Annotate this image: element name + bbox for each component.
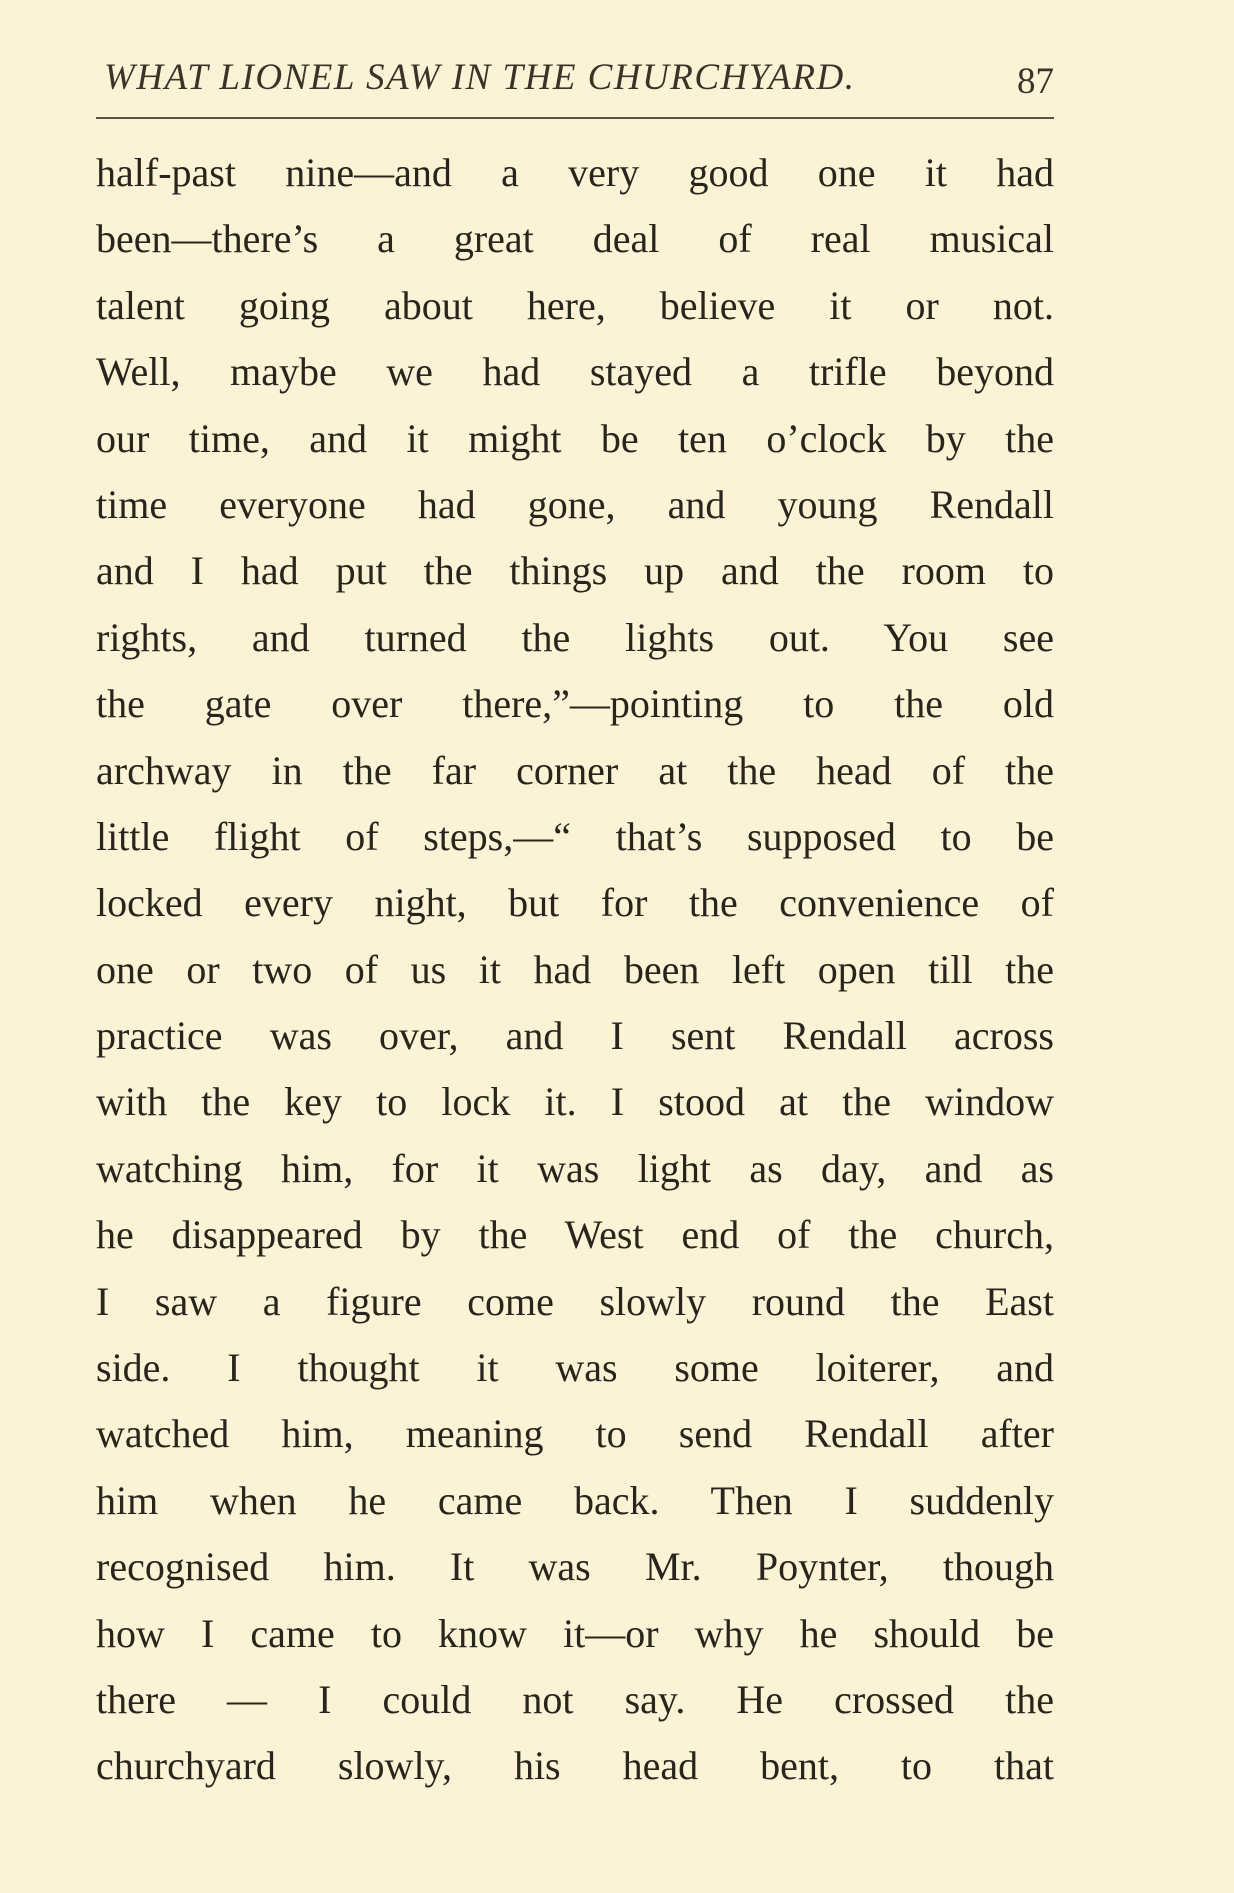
text-line: locked every night, but for the convenience of <box>96 880 1054 926</box>
text-line: talent going about here, believe it or not. <box>96 282 1054 328</box>
body-text <box>96 140 1054 1800</box>
text-line: rights, and turned the lights out. You see <box>96 614 1054 660</box>
text-line: archway in the far corner at the head of the <box>96 747 1054 793</box>
text-line: there — I could not say. He crossed the <box>96 1676 1054 1722</box>
text-line: half-past nine—and a very good one it had <box>96 150 1054 195</box>
text-line: I saw a figure come slowly round the East <box>96 1278 1054 1324</box>
text-line: practice was over, and I sent Rendall across <box>96 1013 1054 1059</box>
text-line: time everyone had gone, and young Rendall <box>96 481 1054 527</box>
text-line: been—there’s a great deal of real musical <box>96 216 1054 262</box>
text-line: him when he came back. Then I suddenly <box>96 1477 1054 1523</box>
chapter-title: WHAT LIONEL SAW IN THE CHURCHYARD. <box>104 57 856 98</box>
text-line: with the key to lock it. I stood at the window <box>96 1079 1054 1125</box>
page-number: 87 <box>1017 61 1054 102</box>
text-line: watched him, meaning to send Rendall after <box>96 1411 1054 1457</box>
text-line: and I had put the things up and the room to <box>96 548 1054 594</box>
text-line: churchyard slowly, his head bent, to that <box>96 1743 1054 1789</box>
running-head <box>96 56 1054 106</box>
text-line: Well, maybe we had stayed a trifle beyond <box>96 349 1054 395</box>
text-line: watching him, for it was light as day, and as <box>96 1145 1054 1191</box>
text-line: recognised him. It was Mr. Poynter, though <box>96 1544 1054 1590</box>
text-line: one or two of us it had been left open till the <box>96 946 1054 992</box>
text-line: our time, and it might be ten o’clock by the <box>96 415 1054 461</box>
text-line: how I came to know it—or why he should be <box>96 1610 1054 1656</box>
header-rule <box>96 117 1054 119</box>
text-line: he disappeared by the West end of the church, <box>96 1212 1054 1258</box>
text-line: the gate over there,”—pointing to the old <box>96 681 1054 727</box>
text-line: little flight of steps,—“ that’s supposed to be <box>96 813 1054 859</box>
text-line: side. I thought it was some loiterer, and <box>96 1345 1054 1391</box>
